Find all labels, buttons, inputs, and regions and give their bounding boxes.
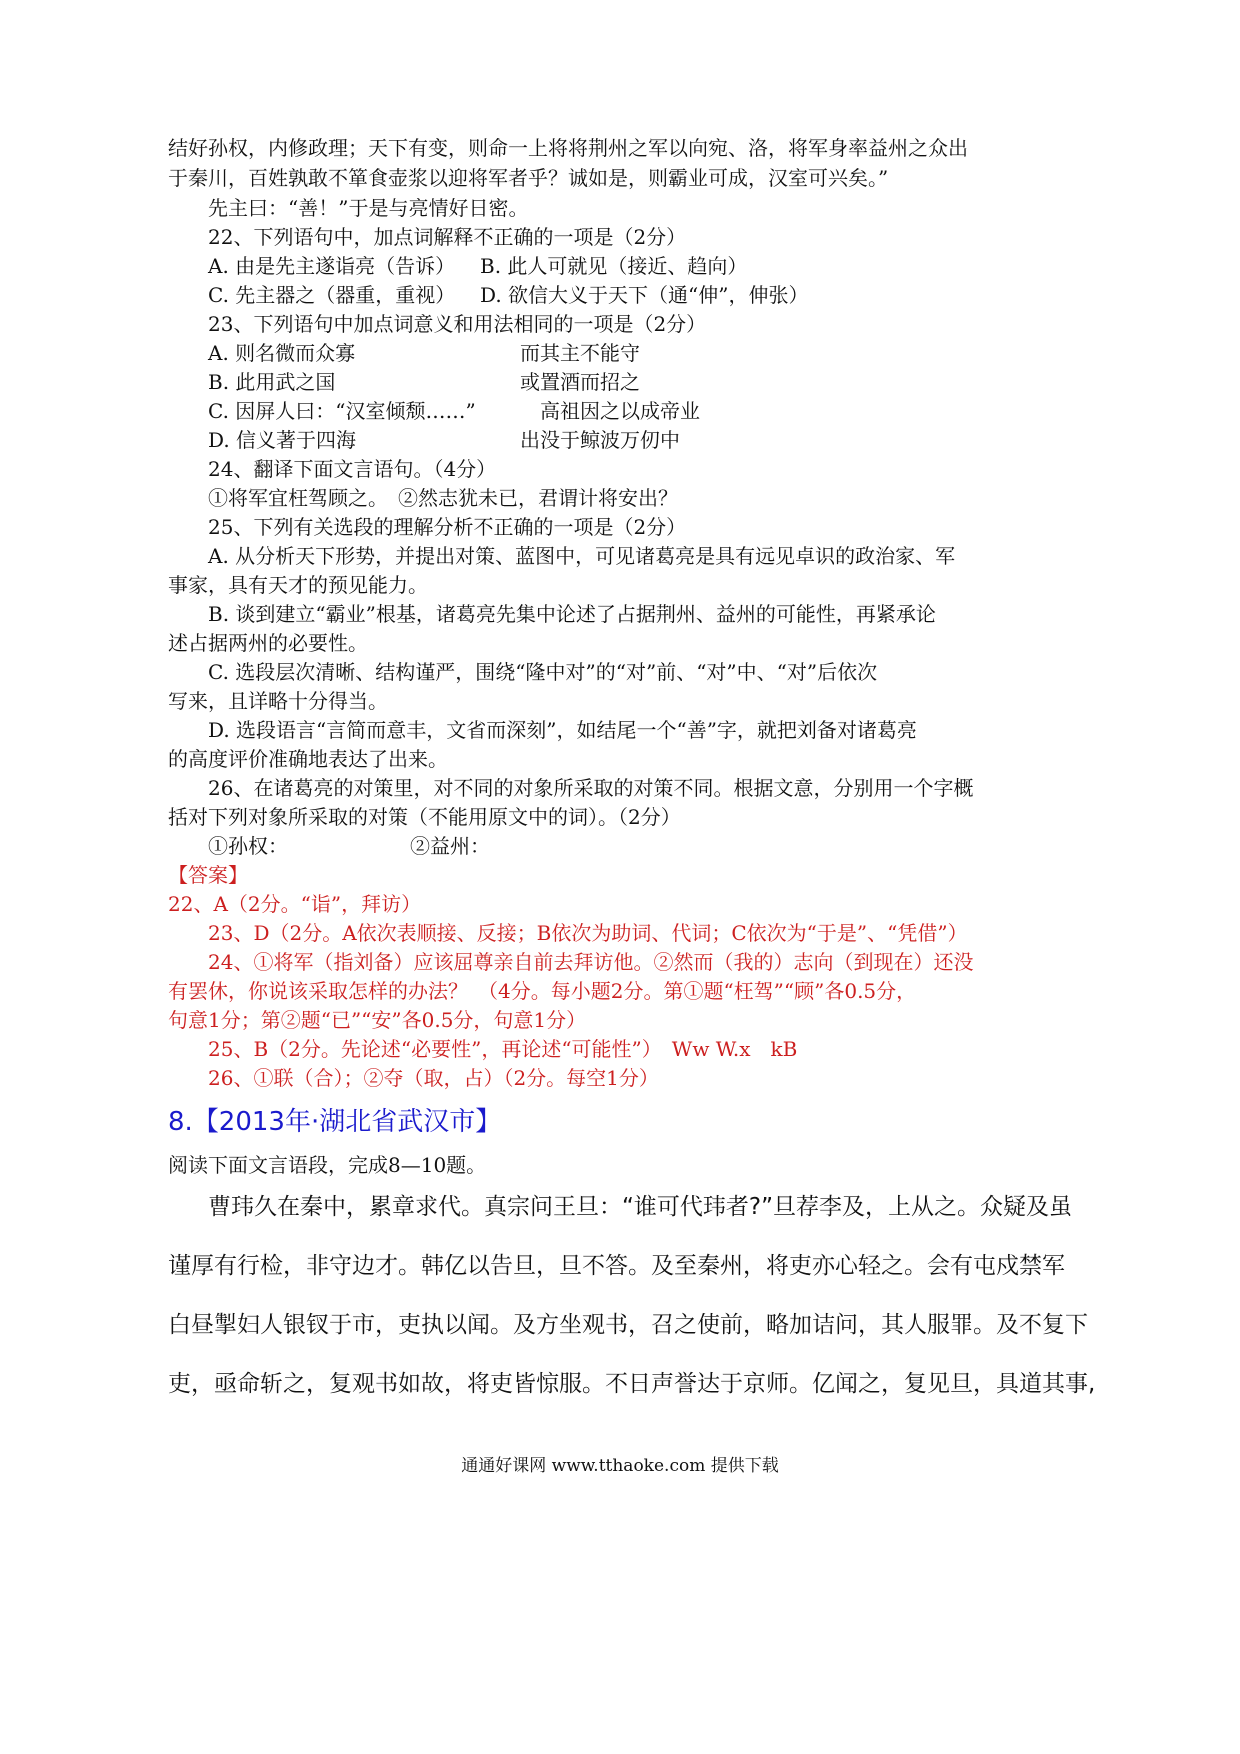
- question-22-stem: 22、下列语句中，加点词解释不正确的一项是（2分）: [208, 225, 687, 249]
- question-24-stem: 24、翻译下面文言语句。（4分）: [208, 457, 497, 481]
- passage-paragraph-line: 白昼掣妇人银钗于市，吏执以闻。及方坐观书，召之使前，略加诘问，其人服罪。及不复下: [168, 1312, 1088, 1338]
- passage-line: 结好孙权，内修政理；天下有变，则命一上将将荆州之军以向宛、洛，将军身率益州之众出: [168, 136, 968, 160]
- question-22-option-b: B. 此人可就见（接近、趋向）: [480, 254, 748, 278]
- question-26-item-2: ②益州：: [410, 834, 490, 858]
- question-22-option-a: A. 由是先主遂诣亮（告诉）: [208, 254, 456, 278]
- question-26-stem-cont: 括对下列对象所采取的对策（不能用原文中的词）。（2分）: [168, 805, 681, 829]
- passage-line: 于秦川，百姓孰敢不箪食壶浆以迎将军者乎？诚如是，则霸业可成，汉室可兴矣。”: [168, 166, 889, 190]
- question-23-option-a-compare: 而其主不能守: [520, 341, 640, 365]
- question-24-items: ①将军宜枉驾顾之。 ②然志犹未已，君谓计将安出？: [208, 486, 678, 510]
- answer-24-cont: 有罢休，你说该采取怎样的办法？ （4分。每小题2分。第①题“枉驾”“顾”各0.5分，: [168, 979, 917, 1003]
- question-25-option-b: B. 谈到建立“霸业”根基，诸葛亮先集中论述了占据荆州、益州的可能性，再紧承论: [208, 602, 936, 626]
- question-23-option-b: B. 此用武之国: [208, 370, 336, 394]
- question-25-option-d: D. 选段语言“言简而意丰，文省而深刻”，如结尾一个“善”字，就把刘备对诸葛亮: [208, 718, 917, 742]
- question-25-option-a-cont: 事家，具有天才的预见能力。: [168, 573, 428, 597]
- passage-paragraph-line: 谨厚有行检，非守边才。韩亿以告旦，旦不答。及至秦州，将吏亦心轻之。会有屯戍禁军: [168, 1253, 1065, 1279]
- question-25-option-d-cont: 的高度评价准确地表达了出来。: [168, 747, 448, 771]
- section-intro: 阅读下面文言语段，完成8—10题。: [168, 1153, 487, 1177]
- question-23-stem: 23、下列语句中加点词意义和用法相同的一项是（2分）: [208, 312, 707, 336]
- passage-line: 先主曰：“善！”于是与亮情好日密。: [208, 196, 529, 220]
- passage-paragraph-line: 吏，亟命斩之，复观书如故，将吏皆惊服。不日声誉达于京师。亿闻之，复见旦，具道其事,: [168, 1371, 1096, 1397]
- question-23-option-d: D. 信义著于四海: [208, 428, 357, 452]
- question-23-option-c-compare: 高祖因之以成帝业: [540, 399, 700, 423]
- question-25-option-c-cont: 写来，且详略十分得当。: [168, 689, 388, 713]
- section-heading: 8.【2013年·湖北省武汉市】: [168, 1107, 502, 1137]
- question-23-option-c: C. 因屏人曰：“汉室倾颓……”: [208, 399, 476, 423]
- question-23-option-b-compare: 或置酒而招之: [520, 370, 640, 394]
- question-23-option-d-compare: 出没于鲸波万仞中: [520, 428, 680, 452]
- passage-paragraph-line: 曹玮久在秦中，累章求代。真宗问王旦：“谁可代玮者?”旦荐李及，上从之。众疑及虽: [208, 1194, 1073, 1220]
- answer-label: 【答案】: [168, 863, 248, 887]
- page-footer: 通通好课网 www.tthaoke.com 提供下载: [461, 1456, 779, 1476]
- question-22-option-c: C. 先主器之（器重，重视）: [208, 283, 456, 307]
- question-25-option-b-cont: 述占据两州的必要性。: [168, 631, 368, 655]
- question-26-item-1: ①孙权：: [208, 834, 288, 858]
- answer-22: 22、A（2分。“诣”，拜访）: [168, 892, 422, 916]
- answer-23: 23、D（2分。A依次表顺接、反接；B依次为助词、代词；C依次为“于是”、“凭借”）: [208, 921, 968, 945]
- answer-24: 24、①将军（指刘备）应该屈尊亲自前去拜访他。②然而（我的）志向（到现在）还没: [208, 950, 974, 974]
- question-26-stem: 26、在诸葛亮的对策里，对不同的对象所采取的对策不同。根据文意，分别用一个字概: [208, 776, 974, 800]
- question-25-stem: 25、下列有关选段的理解分析不正确的一项是（2分）: [208, 515, 687, 539]
- question-23-option-a: A. 则名微而众寡: [208, 341, 356, 365]
- question-25-option-a: A. 从分析天下形势，并提出对策、蓝图中，可见诸葛亮是具有远见卓识的政治家、军: [208, 544, 956, 568]
- answer-24-cont: 句意1分；第②题“已”“安”各0.5分，句意1分）: [168, 1008, 587, 1032]
- question-25-option-c: C. 选段层次清晰、结构谨严，围绕“隆中对”的“对”前、“对”中、“对”后依次: [208, 660, 878, 684]
- answer-26: 26、①联（合）；②夺（取，占）（2分。每空1分）: [208, 1066, 659, 1090]
- answer-25: 25、B（2分。先论述“必要性”，再论述“可能性”） Ww W.x kB: [208, 1037, 798, 1061]
- question-22-option-d: D. 欲信大义于天下（通“伸”，伸张）: [480, 283, 809, 307]
